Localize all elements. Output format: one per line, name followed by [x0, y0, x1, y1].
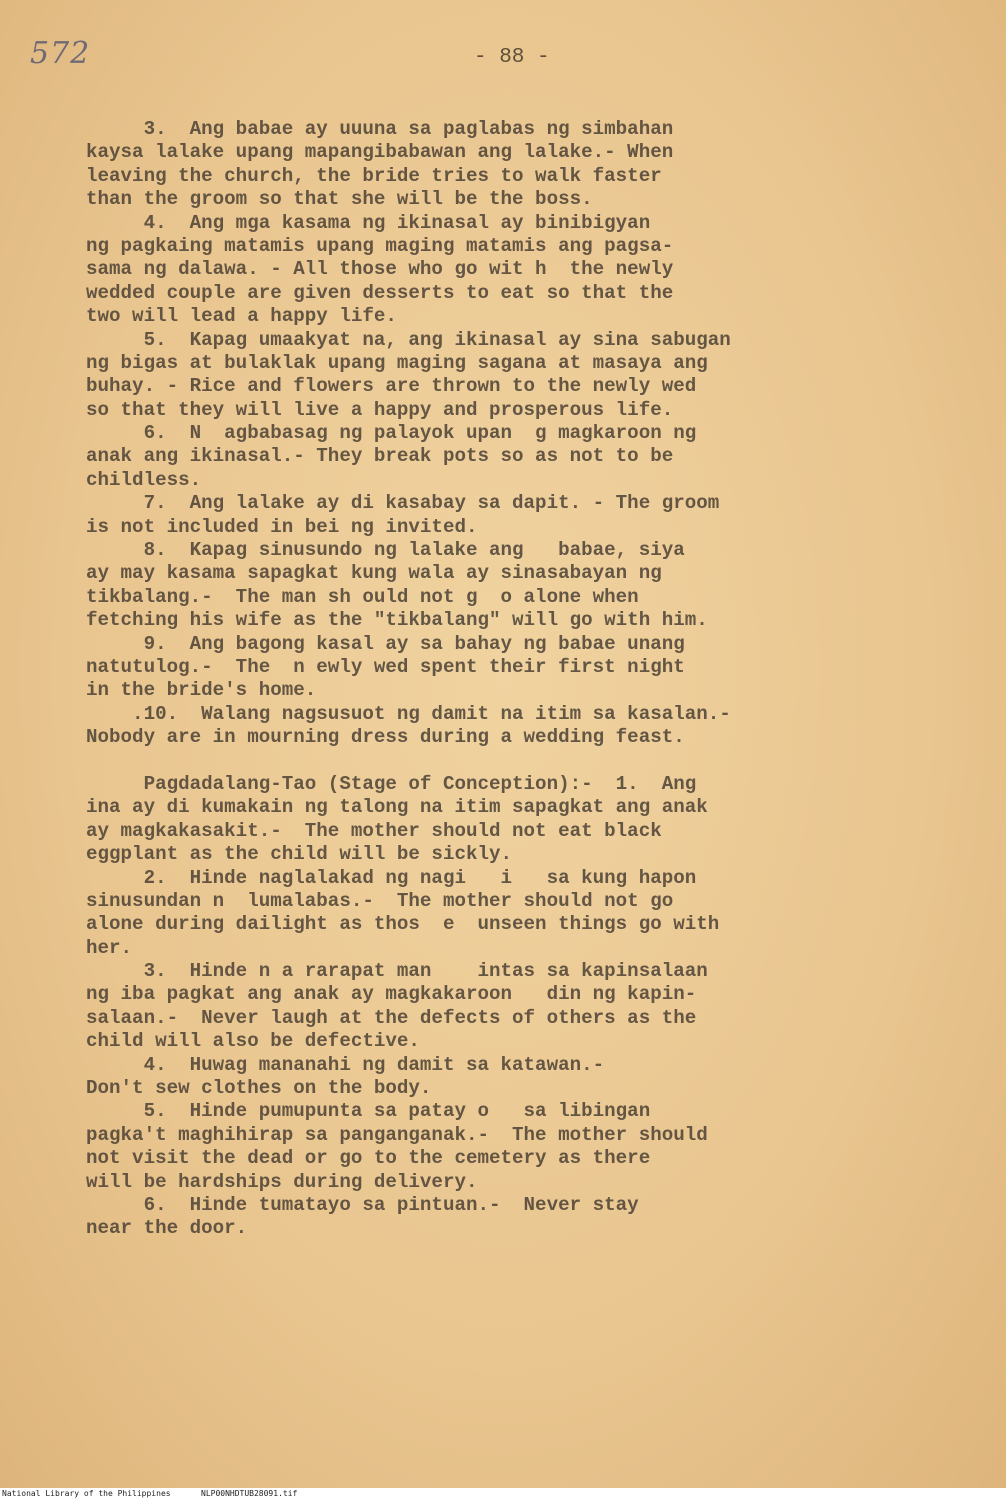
- footer-filename: NLP00NHDTUB28091.tif: [201, 1489, 298, 1498]
- text-line: in the bride's home.: [86, 679, 317, 702]
- text-line: alone during dailight as thos e unseen things go with: [86, 913, 720, 936]
- text-line: Nobody are in mourning dress during a wedding feast.: [86, 726, 685, 749]
- text-line: her.: [86, 936, 133, 959]
- footer-bar: [0, 1488, 1006, 1500]
- text-line: Pagdadalang-Tao (Stage of Conception):- 1. Ang: [86, 772, 697, 795]
- text-line: ng iba pagkat ang anak ay magkakaroon din ng kapin-: [86, 983, 697, 1006]
- text-line: child will also be defective.: [86, 1030, 420, 1053]
- text-line: ay may kasama sapagkat kung wala ay sinasabayan ng: [86, 562, 662, 585]
- text-line: 3. Hinde n a rarapat man intas sa kapinsalaan: [86, 960, 708, 983]
- footer-source: National Library of the Philippines: [2, 1489, 171, 1498]
- text-line: salaan.- Never laugh at the defects of others as the: [86, 1006, 697, 1029]
- handwritten-page-number: 572: [30, 36, 91, 71]
- text-line: 9. Ang bagong kasal ay sa bahay ng babae unang: [86, 632, 685, 655]
- page-number: - 88 -: [474, 46, 550, 69]
- text-line: leaving the church, the bride tries to walk faster: [86, 164, 662, 187]
- document-body: [86, 118, 966, 1241]
- text-line: near the door.: [86, 1217, 248, 1240]
- text-line: than the groom so that she will be the boss.: [86, 188, 593, 211]
- text-line: natutulog.- The n ewly wed spent their first night: [86, 655, 685, 678]
- text-line: 5. Hinde pumupunta sa patay o sa libingan: [86, 1100, 651, 1123]
- text-line: buhay. - Rice and flowers are thrown to the newly wed: [86, 375, 697, 398]
- text-line: 7. Ang lalake ay di kasabay sa dapit. - The groom: [86, 492, 720, 515]
- text-line: 4. Ang mga kasama ng ikinasal ay binibigyan: [86, 211, 651, 234]
- text-line: sama ng dalawa. - All those who go wit h the newly: [86, 258, 674, 281]
- text-line: 8. Kapag sinusundo ng lalake ang babae, siya: [86, 539, 685, 562]
- text-line: so that they will live a happy and prosperous life.: [86, 398, 674, 421]
- text-line: 3. Ang babae ay uuuna sa paglabas ng simbahan: [86, 118, 674, 140]
- text-line: 4. Huwag mananahi ng damit sa katawan.-: [86, 1053, 605, 1076]
- text-line: childless.: [86, 468, 202, 491]
- text-line: 6. N agbabasag ng palayok upan g magkaroon ng: [86, 422, 697, 445]
- text-line: tikbalang.- The man sh ould not g o alone when: [86, 585, 639, 608]
- text-line: will be hardships during delivery.: [86, 1170, 478, 1193]
- text-line: [86, 750, 966, 773]
- text-line: ay magkakasakit.- The mother should not eat black: [86, 819, 662, 842]
- text-line: 2. Hinde naglalakad ng nagi i sa kung hapon: [86, 866, 697, 889]
- text-line: is not included in bei ng invited.: [86, 515, 478, 538]
- text-line: ina ay di kumakain ng talong na itim sapagkat ang anak: [86, 796, 708, 819]
- text-line: anak ang ikinasal.- They break pots so as not to be: [86, 445, 674, 468]
- text-line: pagka't maghihirap sa panganganak.- The mother should: [86, 1123, 708, 1146]
- text-line: 5. Kapag umaakyat na, ang ikinasal ay sina sabugan: [86, 328, 731, 351]
- text-line: ng pagkaing matamis upang maging matamis ang pagsa-: [86, 234, 674, 257]
- text-line: sinusundan n lumalabas.- The mother should not go: [86, 889, 674, 912]
- text-line: two will lead a happy life.: [86, 305, 397, 328]
- text-line: fetching his wife as the "tikbalang" will go with him.: [86, 609, 708, 632]
- text-line: 6. Hinde tumatayo sa pintuan.- Never stay: [86, 1193, 639, 1216]
- text-line: ng bigas at bulaklak upang maging sagana at masaya ang: [86, 351, 708, 374]
- text-line: wedded couple are given desserts to eat so that the: [86, 281, 674, 304]
- text-line: not visit the dead or go to the cemetery as there: [86, 1147, 651, 1170]
- text-line: Don't sew clothes on the body.: [86, 1077, 432, 1100]
- text-line: eggplant as the child will be sickly.: [86, 843, 513, 866]
- text-line: .10. Walang nagsusuot ng damit na itim sa kasalan.-: [86, 702, 731, 725]
- text-line: kaysa lalake upang mapangibabawan ang lalake.- When: [86, 141, 674, 164]
